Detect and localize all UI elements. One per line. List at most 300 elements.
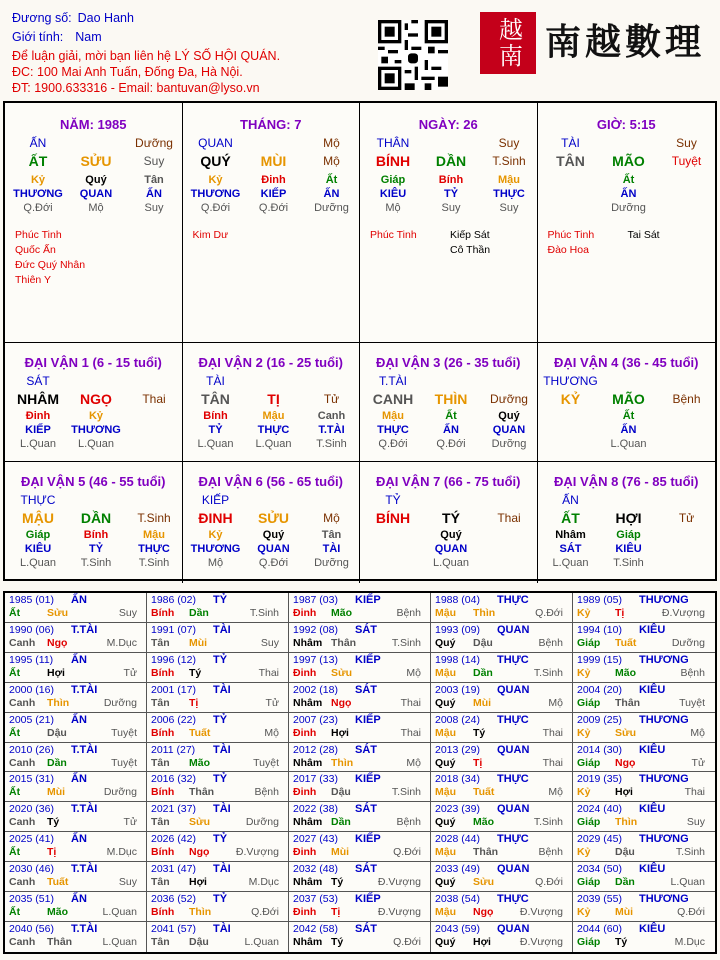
year-cell	[573, 832, 715, 862]
year-ten-god: THƯƠNG	[639, 893, 689, 906]
year-pillar	[577, 846, 705, 858]
year-ten-god: QUAN	[497, 623, 530, 636]
year-state: Mộ	[548, 786, 563, 799]
hidden-stem	[658, 528, 716, 542]
year-ten-god: TỶ	[213, 653, 228, 666]
year-ten-god: KIÊU	[639, 863, 666, 876]
star-item: Tai Sát	[627, 229, 660, 241]
year-label: 1985 (01)	[9, 594, 54, 606]
hidden-god: T.TÀI	[318, 424, 345, 436]
year-stem: Bính	[151, 607, 175, 619]
year-cell	[147, 772, 289, 802]
year-state: Tuyệt	[111, 726, 137, 739]
hidden-stem: Mậu	[382, 410, 404, 422]
year-label: 2018 (34)	[435, 773, 480, 786]
earthly-branch: TỊ	[267, 391, 280, 407]
year-stem: Kỷ	[577, 846, 591, 859]
hidden-stem	[658, 409, 716, 423]
year-pillar	[9, 697, 137, 709]
hidden-state	[658, 556, 716, 571]
year-cell	[147, 892, 289, 922]
year-pillar	[293, 786, 421, 798]
year-state: Bệnh	[680, 666, 705, 679]
year-state: T.Sinh	[533, 666, 563, 679]
year-state: M.Dục	[106, 846, 137, 859]
earthly-branch: MÙI	[260, 153, 287, 169]
hidden-state: Q.Đới	[436, 438, 466, 450]
year-state: Dưỡng	[245, 816, 279, 829]
year-pillar	[293, 697, 421, 709]
year-state: T.Sinh	[391, 786, 421, 799]
hidden-stem: Kỷ	[208, 174, 223, 186]
dv-row	[9, 409, 182, 423]
year-state: Suy	[686, 816, 705, 829]
year-branch: Thân	[615, 696, 641, 709]
heavenly-stem: MẬU	[22, 510, 54, 526]
hidden-god: THƯƠNG	[190, 188, 241, 200]
year-pillar	[435, 786, 563, 798]
hidden-god: ẤN	[443, 424, 459, 436]
hidden-stem: Canh	[317, 410, 346, 422]
pillar-row	[364, 201, 537, 216]
hidden-god	[364, 542, 422, 556]
blank	[245, 374, 303, 389]
year-state: M.Dục	[106, 636, 137, 649]
year-pillar	[9, 816, 137, 828]
year-state: Mộ	[548, 696, 563, 709]
year-state: Thai	[542, 726, 563, 739]
year-stem: Giáp	[577, 876, 601, 889]
pillar-row	[187, 201, 360, 216]
blank	[125, 374, 183, 389]
year-pillar	[435, 667, 563, 679]
year-cell	[573, 772, 715, 802]
year-label: 2025 (41)	[9, 833, 54, 846]
year-stem: Quý	[435, 816, 456, 829]
year-state: Đ.Vượng	[661, 607, 705, 619]
year-ten-god: ẤN	[71, 594, 87, 606]
dai-van-title: ĐẠI VẬN 6 (56 - 65 tuổi)	[198, 474, 343, 489]
year-label: 1989 (05)	[577, 594, 622, 606]
year-ten-god: TỶ	[213, 773, 228, 786]
year-cell	[431, 772, 573, 802]
dv-row	[364, 374, 537, 389]
pillar-row	[9, 173, 182, 187]
blank	[600, 493, 658, 508]
year-branch: Tý	[47, 816, 60, 829]
dv-row	[187, 528, 360, 542]
year-pillar	[293, 906, 421, 918]
year-stem: Canh	[9, 756, 36, 769]
year-cell	[289, 892, 431, 922]
hidden-state: Dưỡng	[611, 202, 646, 214]
year-label: 2017 (33)	[293, 773, 338, 786]
star-col	[628, 228, 660, 243]
dv-row	[542, 374, 716, 389]
year-pillar	[435, 727, 563, 739]
year-ten-god: KIẾP	[355, 713, 381, 726]
year-branch: Dần	[615, 876, 635, 889]
dv-row	[9, 528, 182, 542]
hidden-stem: Kỷ	[208, 529, 223, 541]
hidden-state: L.Quan	[552, 557, 589, 569]
hidden-god: TỶ	[208, 424, 223, 436]
year-ten-god: SÁT	[355, 803, 377, 816]
dai-van-cell	[360, 462, 538, 583]
year-stem: Quý	[435, 696, 456, 709]
blank	[658, 493, 716, 508]
star-item: Kiếp Sát	[450, 229, 490, 241]
hidden-god: ẤN	[323, 188, 340, 200]
ten-god-label: TÀI	[561, 136, 580, 150]
year-label: 2040 (56)	[9, 923, 54, 936]
year-pillar	[435, 697, 563, 709]
year-cell	[5, 832, 147, 862]
year-stem: Bính	[151, 726, 175, 739]
year-label: 2029 (45)	[577, 833, 622, 846]
year-stem: Bính	[151, 906, 175, 919]
dv-row	[364, 389, 537, 409]
year-state: L.Quan	[102, 906, 137, 919]
year-state: Tử	[123, 816, 137, 829]
year-ten-god: QUAN	[497, 743, 530, 756]
year-pillar	[9, 846, 137, 858]
year-state: Q.Đới	[393, 846, 421, 859]
hidden-state	[658, 437, 716, 452]
blank	[480, 374, 538, 389]
year-branch: Tuất	[47, 876, 69, 889]
pillar-cell	[360, 103, 538, 343]
phone-email-line: ĐT: 1900.633316 - Email: bantuvan@lyso.vn	[12, 81, 260, 95]
year-label: 2015 (31)	[9, 773, 54, 786]
year-pillar	[9, 936, 137, 948]
year-stem: Tân	[151, 876, 170, 889]
year-branch: Mùi	[615, 906, 634, 919]
ten-god-label: THỰC	[20, 493, 56, 507]
year-label: 2044 (60)	[577, 923, 622, 936]
year-cell	[573, 713, 715, 743]
year-label: 2003 (19)	[435, 683, 480, 696]
year-stem: Ất	[9, 906, 21, 919]
earthly-branch: DẦN	[80, 510, 112, 526]
pillar-row	[364, 136, 537, 151]
year-state: Đ.Vượng	[235, 846, 279, 859]
year-cell	[289, 623, 431, 653]
year-stem: Giáp	[577, 756, 601, 769]
earthly-branch: MÃO	[612, 153, 645, 169]
year-stem: Giáp	[577, 936, 601, 949]
dv-row	[542, 508, 716, 528]
year-pillar	[9, 667, 137, 679]
life-stage: Mộ	[323, 154, 340, 168]
dv-row	[364, 508, 537, 528]
hidden-stem: Ất	[325, 174, 338, 186]
year-ten-god: THỰC	[497, 833, 529, 846]
year-state: L.Quan	[244, 936, 279, 949]
year-branch: Dần	[331, 816, 351, 829]
year-cell	[431, 713, 573, 743]
year-branch: Dậu	[615, 846, 635, 859]
year-label: 1992 (08)	[293, 623, 338, 636]
hidden-stem	[480, 528, 538, 542]
year-ten-god: KIẾP	[355, 653, 381, 666]
hidden-state: L.Quan	[255, 438, 292, 450]
year-cell	[431, 683, 573, 713]
year-pillar	[151, 757, 279, 769]
hidden-god: QUAN	[257, 543, 290, 555]
earthly-branch: NGỌ	[80, 391, 112, 407]
life-stage: Thai	[142, 392, 166, 406]
ten-god-label	[422, 136, 480, 151]
hidden-stem: Ất	[622, 410, 635, 422]
year-state: Đ.Vượng	[377, 876, 421, 889]
year-label: 2041 (57)	[151, 923, 196, 936]
year-ten-god: TÀI	[213, 743, 231, 756]
year-state: Q.Đới	[251, 906, 279, 919]
hidden-stem: Kỷ	[88, 410, 104, 422]
year-cell	[289, 832, 431, 862]
year-branch: Tị	[331, 906, 341, 919]
year-branch: Hợi	[615, 786, 633, 799]
year-label: 2039 (55)	[577, 893, 622, 906]
dv-row	[9, 493, 182, 508]
year-branch: Ngọ	[615, 756, 636, 769]
heavenly-stem: CANH	[372, 391, 414, 407]
year-state: Thai	[400, 726, 421, 739]
year-pillar	[151, 936, 279, 948]
year-ten-god: T.TÀI	[71, 803, 98, 816]
year-branch: Tuất	[189, 726, 211, 739]
year-pillar	[577, 757, 705, 769]
dai-van-title: ĐẠI VẬN 5 (46 - 55 tuổi)	[21, 474, 166, 489]
year-state: Thai	[684, 786, 705, 799]
hidden-state	[658, 201, 716, 216]
blank	[245, 493, 303, 508]
hidden-state: L.Quan	[610, 438, 647, 450]
hidden-stem	[542, 409, 600, 423]
year-cell	[147, 623, 289, 653]
hidden-stem: Tân	[321, 529, 342, 541]
year-branch: Sửu	[189, 816, 211, 829]
year-stem: Mậu	[435, 607, 456, 619]
star-item: Đức Quý Nhân	[15, 259, 86, 271]
hidden-state: Suy	[144, 202, 164, 214]
pillar-row	[364, 173, 537, 187]
year-cell	[289, 713, 431, 743]
year-branch: Mão	[473, 816, 494, 829]
pillar-row	[542, 187, 716, 201]
year-ten-god: THƯƠNG	[639, 713, 689, 726]
hidden-stem: Mậu	[262, 410, 285, 422]
year-branch: Tị	[473, 756, 483, 769]
hidden-state: Suy	[499, 202, 519, 214]
year-pillar	[9, 757, 137, 769]
pillar-row	[9, 151, 182, 171]
year-pillar	[293, 846, 421, 858]
year-stem: Ất	[9, 607, 21, 619]
heavenly-stem: BÍNH	[375, 153, 411, 169]
year-cell	[5, 623, 147, 653]
year-branch: Dậu	[331, 786, 351, 799]
year-ten-god: SÁT	[355, 863, 377, 876]
year-label: 2042 (58)	[293, 923, 338, 936]
dv-row	[187, 493, 360, 508]
year-state: L.Quan	[670, 876, 705, 889]
year-state: Mộ	[690, 726, 705, 739]
year-state: M.Dục	[674, 936, 705, 949]
year-label: 2004 (20)	[577, 683, 622, 696]
pillar-row	[9, 201, 182, 216]
hidden-state: Q.Đới	[258, 202, 289, 214]
year-pillar	[151, 906, 279, 918]
year-label: 2036 (52)	[151, 893, 196, 906]
logo: 南越數理	[545, 21, 706, 63]
year-cell	[147, 593, 289, 623]
year-ten-god: QUAN	[497, 803, 530, 816]
year-ten-god: TÀI	[213, 923, 231, 936]
hidden-god: QUAN	[79, 188, 113, 200]
ten-god-label: Suy	[498, 136, 520, 150]
star-item: Phúc Tinh	[370, 229, 417, 241]
dv-row	[542, 389, 716, 409]
dv-row	[9, 508, 182, 528]
year-pillar	[9, 637, 137, 649]
hidden-god: ẤN	[620, 424, 637, 436]
year-state: Bệnh	[396, 816, 421, 829]
year-label: 1988 (04)	[435, 594, 480, 606]
year-label: 2024 (40)	[577, 803, 622, 816]
year-cell	[147, 862, 289, 892]
earthly-branch: HỢI	[615, 510, 642, 526]
year-cell	[5, 862, 147, 892]
year-branch: Thân	[47, 936, 73, 949]
year-ten-god: SÁT	[355, 683, 377, 696]
pillar-title: NĂM: 1985	[60, 117, 127, 132]
year-ten-god: KIẾP	[355, 833, 381, 846]
hidden-god	[542, 187, 600, 201]
year-ten-god: THƯƠNG	[639, 773, 689, 786]
year-stem: Quý	[435, 636, 456, 649]
dv-row	[9, 374, 182, 389]
year-label: 2038 (54)	[435, 893, 480, 906]
year-label: 1999 (15)	[577, 653, 622, 666]
year-ten-god: THỰC	[497, 653, 529, 666]
address-line: ĐC: 100 Mai Anh Tuấn, Đống Đa, Hà Nội.	[12, 65, 243, 79]
dv-row	[542, 528, 716, 542]
heavenly-stem: QUÝ	[200, 153, 231, 169]
year-cell	[573, 743, 715, 773]
hidden-stem: Đinh	[261, 174, 286, 186]
year-ten-god: ẤN	[71, 833, 87, 846]
blank	[422, 374, 480, 389]
year-state: Dưỡng	[103, 696, 137, 709]
year-cell	[289, 593, 431, 623]
earthly-branch: MÃO	[612, 391, 645, 407]
year-ten-god: TÀI	[213, 623, 231, 636]
year-label: 2027 (43)	[293, 833, 338, 846]
year-stem: Đinh	[293, 786, 317, 799]
year-branch: Thìn	[473, 607, 496, 619]
pillar-row	[9, 187, 182, 201]
year-stem: Nhâm	[293, 816, 323, 829]
life-stage: Thai	[497, 511, 521, 525]
year-label: 2011 (27)	[151, 743, 196, 756]
year-stem: Tân	[151, 696, 170, 709]
year-state: Dưỡng	[103, 786, 137, 799]
year-ten-god: TÀI	[213, 863, 231, 876]
hidden-god: THỰC	[257, 424, 290, 436]
earthly-branch: SỬU	[257, 510, 290, 526]
ten-god-label: ẤN	[562, 493, 579, 507]
hidden-state: Dưỡng	[491, 438, 527, 450]
year-label: 2028 (44)	[435, 833, 480, 846]
year-state: Q.Đới	[393, 936, 421, 949]
year-cell	[573, 922, 715, 952]
year-stem: Đinh	[293, 906, 317, 919]
hidden-stem	[542, 173, 600, 187]
year-pillar	[293, 936, 421, 948]
year-cell	[573, 892, 715, 922]
hidden-god: THƯƠNG	[71, 424, 121, 436]
year-branch: Dậu	[473, 636, 493, 649]
year-cell	[289, 802, 431, 832]
star-col	[450, 228, 490, 258]
hidden-god: TỶ	[88, 543, 104, 555]
year-state: M.Dục	[248, 876, 279, 889]
year-cell	[573, 683, 715, 713]
year-label: 2021 (37)	[151, 803, 196, 816]
year-label: 2006 (22)	[151, 713, 196, 726]
year-branch: Ngọ	[331, 696, 352, 709]
life-stage: Tuyệt	[671, 154, 702, 168]
dv-row	[187, 508, 360, 528]
year-branch: Ngọ	[47, 636, 68, 649]
year-branch: Ngọ	[189, 846, 210, 859]
year-ten-god: ẤN	[71, 893, 87, 906]
year-pillar	[577, 697, 705, 709]
hidden-god: ẤN	[620, 188, 637, 200]
year-branch: Thìn	[615, 816, 638, 829]
hidden-state: Dưỡng	[314, 557, 349, 569]
qr-code-icon[interactable]	[378, 20, 448, 90]
dv-row	[187, 409, 360, 423]
dv-row	[542, 493, 716, 508]
hidden-state: T.Sinh	[613, 557, 644, 569]
year-stem: Kỷ	[577, 607, 591, 619]
contact-line: Để luận giải, mời bạn liên hệ LÝ SỐ HỘI QUÁN.	[12, 49, 281, 63]
blank	[125, 493, 183, 508]
pillar-row	[542, 201, 716, 216]
hidden-god: ẤN	[146, 188, 162, 200]
pillar-cell	[5, 103, 183, 343]
year-ten-god: QUAN	[497, 683, 530, 696]
hidden-stem: Tân	[144, 174, 164, 186]
year-cell	[573, 653, 715, 683]
year-branch: Mùi	[331, 846, 350, 859]
dai-van-cell	[183, 462, 361, 583]
hidden-stem: Quý	[498, 410, 520, 422]
year-branch: Hợi	[47, 666, 65, 679]
year-stem: Giáp	[577, 816, 601, 829]
dv-row	[9, 437, 182, 452]
star-item: Thiên Y	[15, 274, 51, 286]
year-ten-god: THỰC	[497, 773, 529, 786]
year-ten-god: THƯƠNG	[639, 594, 689, 606]
hidden-state: L.Quan	[77, 438, 115, 450]
year-cell	[573, 623, 715, 653]
year-stem: Bính	[151, 846, 175, 859]
year-state: Bệnh	[254, 786, 279, 799]
